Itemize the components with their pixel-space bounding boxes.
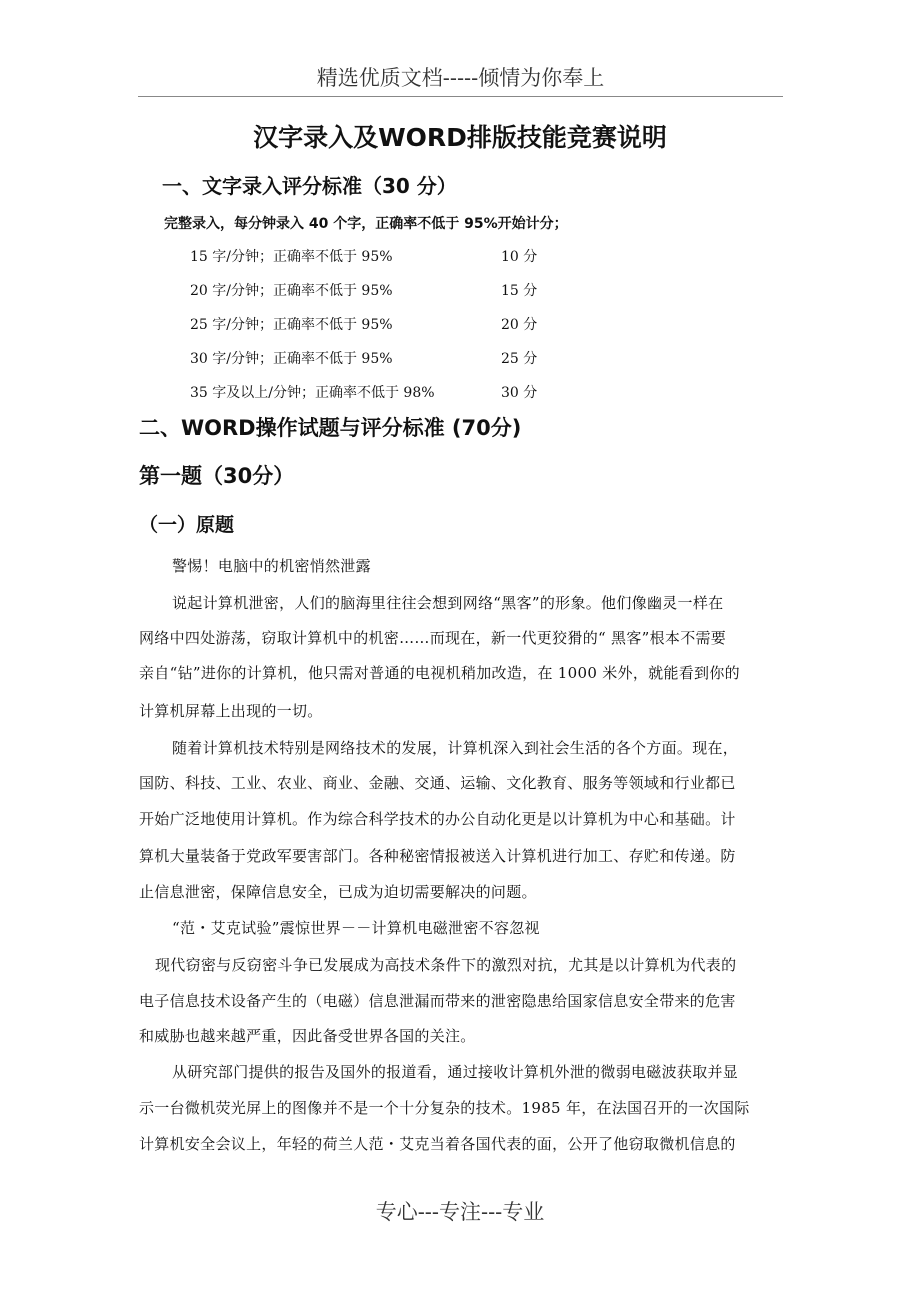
score-criteria: 20 字/分钟；正确率不低于 95% <box>190 283 393 299</box>
score-points: 30 分 <box>501 385 538 401</box>
paragraph-line: 随着计算机技术特别是网络技术的发展，计算机深入到社会生活的各个方面。现在， <box>172 739 739 757</box>
paragraph-line: 示一台微机荧光屏上的图像并不是一个十分复杂的技术。1985 年，在法国召开的一次国际 <box>139 1099 750 1117</box>
paragraph-line: 现代窃密与反窃密斗争已发展成为高技术条件下的激烈对抗，尤其是以计算机为代表的 <box>155 956 737 974</box>
paragraph-line: 说起计算机泄密，人们的脑海里往往会想到网络“黑客”的形象。他们像幽灵一样在 <box>172 594 724 612</box>
page-header: 精选优质文档-----倾情为你奉上 <box>316 66 605 90</box>
header-divider <box>138 96 783 97</box>
paragraph-line: 计算机屏幕上出现的一切。 <box>139 702 323 720</box>
score-points: 15 分 <box>501 283 538 299</box>
paragraph-line: 国防、科技、工业、农业、商业、金融、交通、运输、文化教育、服务等领域和行业都已 <box>139 774 736 792</box>
paragraph-line: 止信息泄密，保障信息安全，已成为迫切需要解决的问题。 <box>139 883 537 901</box>
score-points: 10 分 <box>501 249 538 265</box>
score-points: 25 分 <box>501 351 538 367</box>
article-subtitle: “范・艾克试验”震惊世界－－计算机电磁泄密不容忽视 <box>172 919 540 937</box>
section2-heading: 二、WORD操作试题与评分标准 (70分) <box>139 416 522 440</box>
score-row <box>190 348 570 368</box>
paragraph-line: 电子信息技术设备产生的（电磁）信息泄漏而带来的泄密隐患给国家信息安全带来的危害 <box>139 992 736 1010</box>
article-title: 警惕！电脑中的机密悄然泄露 <box>172 557 371 575</box>
score-row <box>190 280 570 300</box>
score-row <box>190 314 570 334</box>
paragraph-line: 开始广泛地使用计算机。作为综合科学技术的办公自动化更是以计算机为中心和基础。计 <box>139 810 736 828</box>
section1-intro: 完整录入，每分钟录入 40 个字，正确率不低于 95%开始计分； <box>164 216 568 232</box>
score-row <box>190 246 570 266</box>
paragraph-line: 亲自“钻”进你的计算机，他只需对普通的电视机稍加改造，在 1000 米外，就能看到你的 <box>139 664 740 682</box>
page-footer: 专心---专注---专业 <box>375 1200 545 1224</box>
section1-heading: 一、文字录入评分标准（30 分） <box>162 174 457 198</box>
original-text-heading: （一）原题 <box>139 514 235 536</box>
paragraph-line: 计算机安全会议上，年轻的荷兰人范・艾克当着各国代表的面，公开了他窃取微机信息的 <box>139 1135 736 1153</box>
score-criteria: 30 字/分钟；正确率不低于 95% <box>190 351 393 367</box>
score-criteria: 25 字/分钟；正确率不低于 95% <box>190 317 393 333</box>
paragraph-line: 算机大量装备于党政军要害部门。各种秘密情报被送入计算机进行加工、存贮和传递。防 <box>139 847 736 865</box>
score-criteria: 15 字/分钟；正确率不低于 95% <box>190 249 393 265</box>
paragraph-line: 网络中四处游荡，窃取计算机中的机密……而现在，新一代更狡猾的“ 黑客”根本不需要 <box>139 629 727 647</box>
document-title: 汉字录入及WORD排版技能竞赛说明 <box>253 123 667 152</box>
paragraph-line: 和威胁也越来越严重，因此备受世界各国的关注。 <box>139 1027 476 1045</box>
score-row <box>190 382 570 402</box>
paragraph-line: 从研究部门提供的报告及国外的报道看，通过接收计算机外泄的微弱电磁波获取并显 <box>172 1063 739 1081</box>
question1-heading: 第一题（30分） <box>139 464 295 488</box>
score-points: 20 分 <box>501 317 538 333</box>
score-criteria: 35 字及以上/分钟；正确率不低于 98% <box>190 385 435 401</box>
